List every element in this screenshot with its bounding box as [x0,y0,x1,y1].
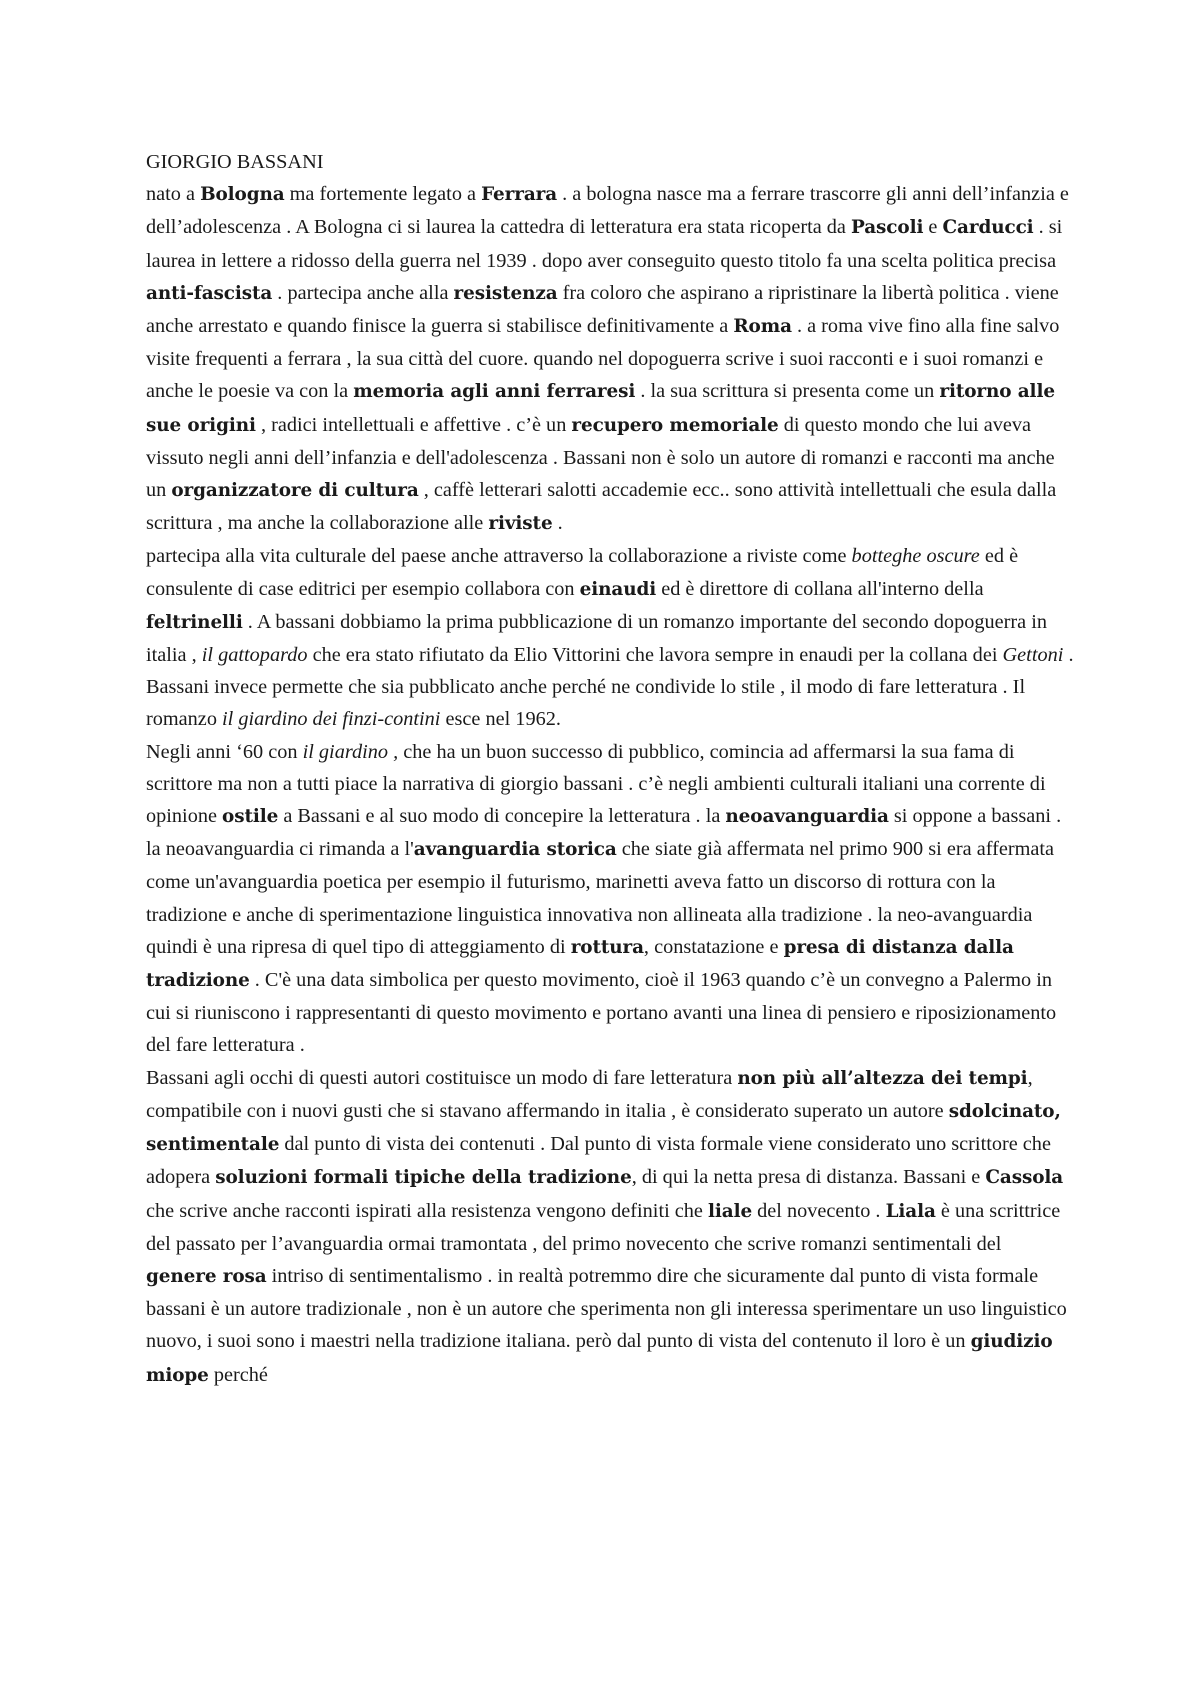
bold-text: feltrinelli [146,611,243,633]
text-run: che siate già affermata nel primo 900 si era affermata come un'avanguardia poetica per esempio il futurismo, marinetti aveva fatto un discorso di rottura con la tradizione e anche di sperimentazione linguistica innovativa non allineata alla tradizione . la neo-avanguardia quindi è una ripresa di quel tipo di atteggiamento di [146,838,1055,958]
bold-text: sdolcinato, sentimentale [146,1100,1061,1156]
text-run: , caffè letterari salotti accademie ecc.. sono attività intellettuali che esula dalla scrittura , ma anche la collaborazione alle [146,479,1057,535]
text-run: si oppone a bassani . la neoavanguardia ci rimanda a l' [146,805,1062,861]
bold-text: rottura [570,936,644,958]
bold-text: Carducci [942,217,1034,239]
text-run: . Bassani invece permette che sia pubblicato anche perché ne condivide lo stile , il modo di fare letteratura . Il romanzo [146,644,1074,731]
text-run: . partecipa anche alla [272,281,454,304]
paragraph [146,1062,1076,1392]
text-run: ed è direttore di collana all'interno della [656,577,984,600]
text-run: . [552,512,563,535]
bold-text: riviste [488,513,553,535]
bold-text: liale [708,1200,753,1222]
bold-text: resistenza [453,282,558,304]
text-run: . si laurea in lettere a ridosso della guerra nel 1939 . dopo aver conseguito questo titolo fa una scelta politica precisa [146,216,1063,272]
bold-text: Roma [733,316,792,338]
text-run: . a roma vive fino alla fine salvo visite frequenti a ferrara , la sua città del cuore. quando nel dopoguerra scrive i suoi racconti e i suoi romanzi e anche le poesie va con la [146,315,1060,403]
text-run: del novecento . [752,1199,886,1222]
text-run: intriso di sentimentalismo . in realtà potremmo dire che sicuramente dal punto di vista formale bassani è un autore tradizionale , non è un autore che sperimenta non gli interessa sperimentare un uso linguistico nuovo, i suoi sono i maestri nella tradizione italiana. però dal punto di vista del contenuto il loro è un [146,1264,1067,1353]
text-run: e [923,216,943,239]
italic-text: botteghe oscure [851,545,980,568]
text-run: . C'è una data simbolica per questo movimento, cioè il 1963 quando c’è un convegno a Palermo in cui si riuniscono i rappresentanti di questo movimento e portano avanti una linea di pensiero e riposizionamento del fare letteratura . [146,969,1057,1057]
text-run: a Bassani e al suo modo di concepire la letteratura . la [278,805,726,828]
text-run: . a bologna nasce ma a ferrare trascorre gli anni dell’infanzia e dell’adolescenza . A Bologna ci si laurea la cattedra di letteratura era stata ricoperta da [146,183,1069,239]
text-run: che era stato rifiutato da Elio Vittorini che lavora sempre in enaudi per la collana dei [307,644,1003,667]
bold-text: Bologna [200,184,285,206]
text-run: che scrive anche racconti ispirati alla resistenza vengono definiti che [146,1199,708,1222]
text-run: partecipa alla vita culturale del paese anche attraverso la collaborazione a riviste come [146,545,852,568]
bold-text: avanguardia storica [413,839,617,861]
bold-text: memoria agli anni ferraresi [353,381,636,403]
text-run: dal punto di vista dei contenuti . Dal punto di vista formale viene considerato uno scrittore che adopera [146,1133,1051,1189]
italic-text: Gettoni [1002,644,1064,667]
text-run: , constatazione e [643,935,784,958]
italic-text: il giardino , [302,740,399,763]
document-body [146,146,1076,1392]
text-run: fra coloro che aspirano a ripristinare la libertà politica . viene anche arrestato e quando finisce la guerra si stabilisce definitivamente a [146,281,1059,338]
paragraph [146,736,1076,1062]
bold-text: Pascoli [851,217,924,239]
text-run: di questo mondo che lui aveva vissuto negli anni dell’infanzia e dell'adolescenza . Bassani non è solo un autore di romanzi e racconti ma anche un [146,413,1055,502]
text-run: . A bassani dobbiamo la prima pubblicazione di un romanzo importante del secondo dopoguerra in italia , [146,610,1047,667]
text-run: nato a [146,183,201,206]
bold-text: genere rosa [146,1265,267,1287]
text-run: perché [208,1363,268,1386]
text-run: ma fortemente legato a [284,183,482,206]
bold-text: organizzatore di cultura [171,480,419,502]
bold-text: presa di distanza dalla tradizione [146,936,1014,992]
paragraph [146,540,1076,735]
bold-text: Ferrara [481,184,558,206]
text-run: è una scrittrice del passato per l’avanguardia ormai tramontata , del primo novecento che scrive romanzi sentimentali del [146,1199,1061,1255]
text-run: Negli anni ‘60 con [146,740,303,763]
text-run: . la sua scrittura si presenta come un [635,380,940,403]
text-run: Bassani agli occhi di questi autori costituisce un modo di fare letteratura [146,1066,738,1089]
bold-text: Cassola [985,1167,1064,1189]
text-run: che ha un buon successo di pubblico, comincia ad affermarsi la sua fama di scrittore ma non a tutti piace la narrativa di giorgio bassani . c’è negli ambienti culturali italiani una corrente di opinione [146,740,1046,828]
paragraph [146,178,1076,540]
bold-text: recupero memoriale [571,414,779,436]
document-title: GIORGIO BASSANI [146,151,324,173]
bold-text: Liala [885,1200,936,1222]
text-run: esce nel 1962. [440,708,561,731]
text-run: ed è consulente di case editrici per esempio collabora con [146,545,1019,600]
bold-text: giudizio miope [146,1331,1053,1386]
bold-text: soluzioni formali tipiche della tradizione [215,1167,632,1189]
bold-text: non più all’altezza dei tempi [737,1067,1028,1089]
bold-text: neoavanguardia [725,806,889,828]
text-run: , compatibile con i nuovi gusti che si stavano affermando in italia , è considerato superato un autore [146,1066,1033,1122]
bold-text: anti-fascista [146,282,273,304]
bold-text: ritorno alle sue origini [146,381,1055,436]
bold-text: ostile [222,806,279,828]
text-run: , radici intellettuali e affettive . c’è un [255,413,572,436]
bold-text: einaudi [579,578,657,600]
italic-text: il giardino dei finzi-contini [222,708,441,731]
text-run: , di qui la netta presa di distanza. Bassani e [631,1166,986,1189]
italic-text: il gattopardo [201,644,308,667]
